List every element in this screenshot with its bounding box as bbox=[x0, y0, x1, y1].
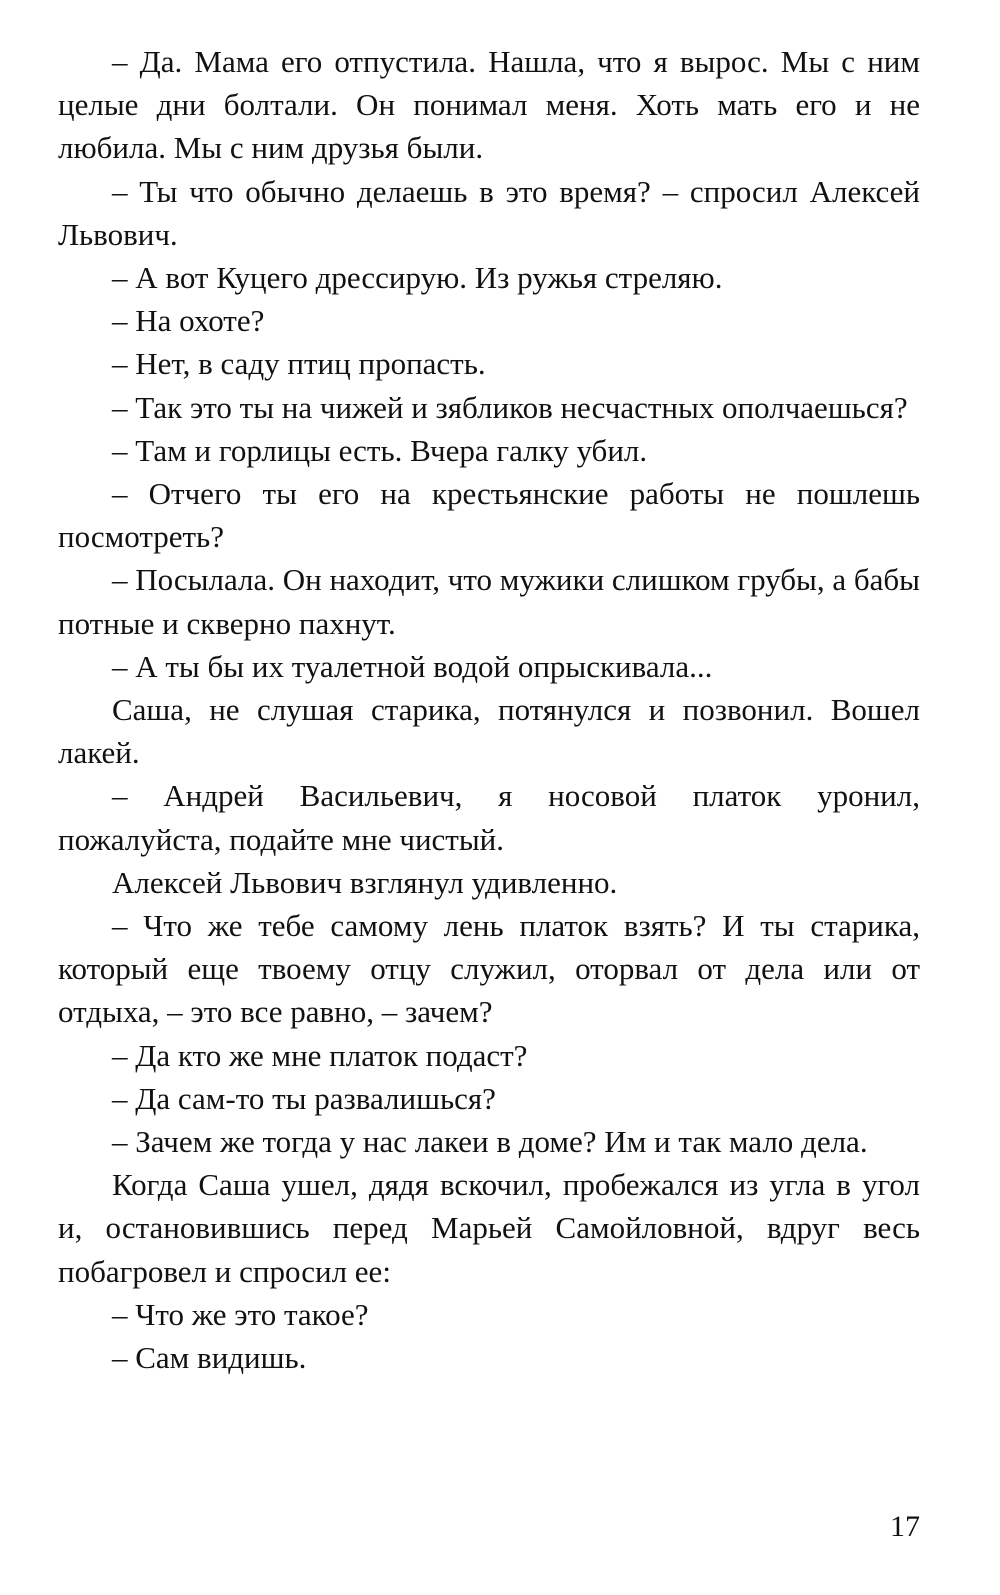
paragraph: – Сам видишь. bbox=[112, 1340, 307, 1376]
paragraph: – А вот Куцего дрессирую. Из ружья стреляю. bbox=[112, 260, 723, 296]
paragraph: – Посылала. Он находит, что мужики слишком грубы, а бабы потные и скверно пахнут. bbox=[58, 562, 920, 641]
paragraph: – На охоте? bbox=[112, 303, 265, 339]
paragraph: – Что же тебе самому лень платок взять? И ты старика, который еще твоему отцу служил, оторвал от дела или от отдыха, – это все равно, – зачем? bbox=[58, 908, 920, 1030]
page-text bbox=[58, 40, 920, 1379]
paragraph: – Отчего ты его на крестьянские работы не пошлешь посмотреть? bbox=[58, 476, 920, 555]
paragraph: – Ты что обычно делаешь в это время? – спросил Алексей Львович. bbox=[58, 173, 920, 252]
paragraph: – Да кто же мне платок подаст? bbox=[112, 1037, 528, 1073]
paragraph: Алексей Львович взглянул удивленно. bbox=[112, 864, 618, 900]
paragraph: – Что же это такое? bbox=[112, 1296, 369, 1332]
paragraph: – Так это ты на чижей и зябликов несчастных ополчаешься? bbox=[112, 389, 908, 425]
paragraph: – Зачем же тогда у нас лакеи в доме? Им и так мало дела. bbox=[112, 1124, 868, 1160]
paragraph: – А ты бы их туалетной водой опрыскивала... bbox=[112, 648, 713, 684]
paragraph: – Андрей Васильевич, я носовой платок уронил, пожалуйста, подайте мне чистый. bbox=[58, 778, 920, 857]
paragraph: Когда Саша ушел, дядя вскочил, пробежался из угла в угол и, остановившись перед Марьей Самойловной, вдруг весь побагровел и спросил ее: bbox=[58, 1167, 920, 1289]
paragraph: – Нет, в саду птиц пропасть. bbox=[112, 346, 486, 382]
paragraph: – Там и горлицы есть. Вчера галку убил. bbox=[112, 432, 648, 468]
paragraph: Саша, не слушая старика, потянулся и позвонил. Вошел лакей. bbox=[58, 692, 920, 771]
paragraph: – Да. Мама его отпустила. Нашла, что я вырос. Мы с ним целые дни болтали. Он понимал меня. Хоть мать его и не любила. Мы с ним друзья были. bbox=[58, 44, 920, 166]
paragraph: – Да сам-то ты развалишься? bbox=[112, 1080, 496, 1116]
page-number: 17 bbox=[890, 1510, 920, 1543]
